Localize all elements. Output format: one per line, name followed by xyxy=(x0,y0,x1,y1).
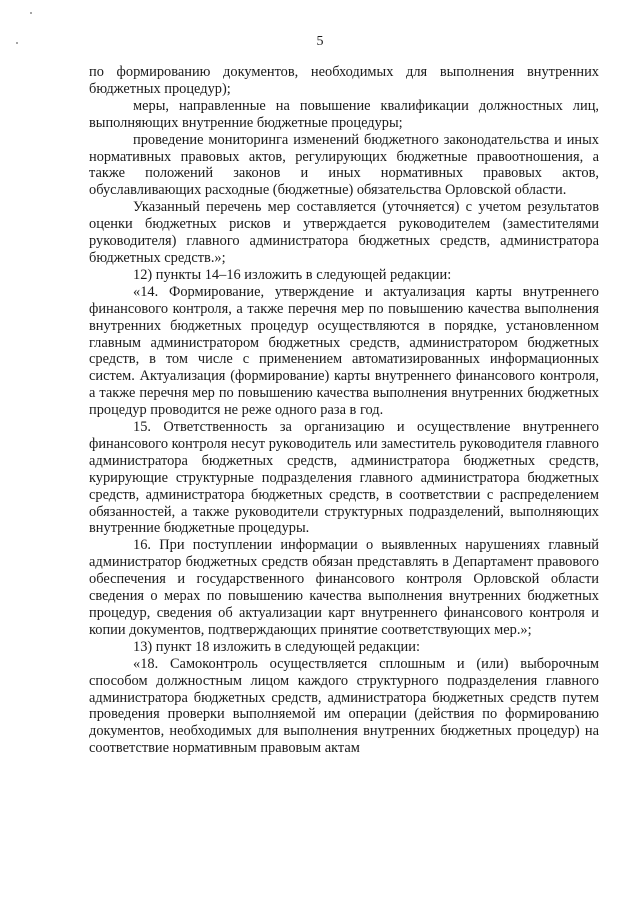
paragraph: 13) пункт 18 изложить в следующей редакции: xyxy=(133,638,420,655)
paragraph: по формированию документов, необходимых для выполнения внутренних бюджетных процедур); xyxy=(89,64,599,97)
scan-mark-top-left xyxy=(30,12,32,14)
paragraph: 15. Ответственность за организацию и осуществление внутреннего финансового контроля несут руководитель или заместитель руководителя главного администратора бюджетных средств, администратора бюджетных средств, курирующие структурные подразделения главного администратора бюджетных средств, администратора бюджетных средств, в соответствии с распределением обязанностей, а также руководители структурных подразделений, выполняющих внутренние бюджетные процедуры. xyxy=(89,419,599,537)
page-number: 5 xyxy=(316,34,324,49)
paragraph: 16. При поступлении информации о выявленных нарушениях главный администратор бюджетных средств обязан представлять в Департамент правового обеспечения и государственного финансового контроля Орловской области сведения о мерах по повышению качества выполнения внутренних бюджетных процедур, сведения об актуализации карт внутреннего финансового контроля и копии документов, подтверждающих принятие соответствующих мер.»; xyxy=(89,537,599,638)
paragraph: «14. Формирование, утверждение и актуализация карты внутреннего финансового контроля, а также перечня мер по повышению качества выполнения внутренних бюджетных процедур осуществляются в порядке, установленном главным администратором бюджетных средств, администратором бюджетных средств, в том числе с применением автоматизированных информационных систем. Актуализация (формирование) карты внутреннего финансового контроля, а также перечня мер по повышению качества выполнения внутренних бюджетных процедур проводится не реже одного раза в год. xyxy=(89,283,599,419)
document-body xyxy=(89,64,599,757)
paragraph: Указанный перечень мер составляется (уточняется) с учетом результатов оценки бюджетных рисков и утверждается руководителем (заместителями руководителя) главного администратора бюджетных средств, администратора бюджетных средств.»; xyxy=(89,199,599,266)
paragraph: 12) пункты 14–16 изложить в следующей редакции: xyxy=(133,266,452,283)
paragraph: проведение мониторинга изменений бюджетного законодательства и иных нормативных правовых актов, регулирующих бюджетные правоотношения, а также положений законов и иных нормативных правовых актов, обуславливающих расходные (бюджетные) обязательства Орловской области. xyxy=(89,131,599,199)
paragraph: «18. Самоконтроль осуществляется сплошным и (или) выборочным способом должностным лицом каждого структурного подразделения главного администратора бюджетных средств, администратора бюджетных средств путем проведения проверки выполняемой им операции (действия по формированию документов, необходимых для выполнения внутренних бюджетных процедур) на соответствие нормативным правовым актам xyxy=(89,655,599,757)
paragraph: меры, направленные на повышение квалификации должностных лиц, выполняющих внутренние бюджетные процедуры; xyxy=(89,97,599,131)
